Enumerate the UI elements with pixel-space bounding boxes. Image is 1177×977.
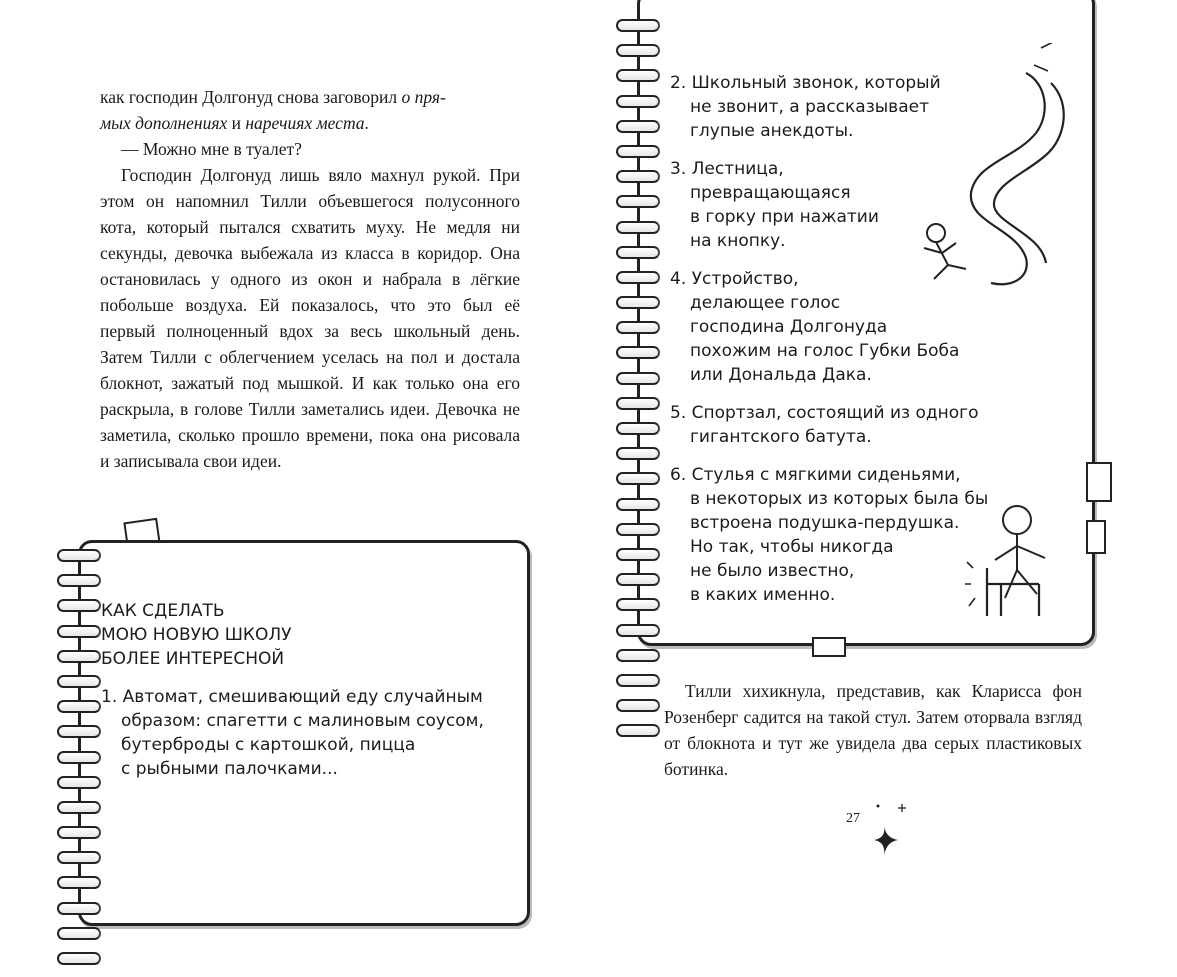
notebook-tab (1086, 462, 1112, 502)
paragraph: Господин Долгонуд лишь вяло махнул рукой. При этом он напомнил Тилли объевшегося полусонного кота, который пытался схватить муху. Не медля ни секунды, девочка выбежала из класса в коридор. Она остановилась у одного из окон и набрала в лёгкие побольше воздуха. Ей показалось, что это был её первый полноценный вдох за весь школьный день. Затем Тилли с облегчением уселась на пол и достала блокнот, зажатый под мышкой. И как только она его раскрыла, в голове Тилли заметались идеи. Девочка не заметила, сколько прошло времени, пока она рисовала и записывала свои идеи. (100, 165, 520, 471)
list-item: 6. Стулья с мягкими сиденьями, в некоторых из которых была бы встроена подушка-пердушка. Но так, чтобы никогда не было известно, в каких именно. (670, 465, 989, 605)
spiral-binding (57, 549, 101, 977)
right-page-text (664, 678, 1082, 782)
spiral-binding (616, 19, 660, 749)
left-page-text (100, 84, 520, 474)
paragraph-continued: как господин Долгонуд снова заговорил о пря- мых дополнениях и наречиях места. (100, 87, 446, 133)
slide-illustration (876, 43, 1072, 293)
left-page (0, 0, 588, 916)
list-item: 3. Лестница, превращающаяся в горку при нажатии на кнопку. (670, 159, 879, 251)
paragraph: Тилли хихикнула, представив, как Кларисса фон Розенберг садится на такой стул. Затем оторвала взгляд от блокнота и тут же увидела два серых пластиковых ботинка. (664, 681, 1082, 779)
notebook-tab (812, 637, 846, 657)
list-item: 5. Спортзал, состоящий из одного гигантского батута. (670, 403, 979, 447)
list-item: 4. Устройство, делающее голос господина Долгонуда похожим на голос Губки Боба или Дональда Дака. (670, 269, 960, 385)
page-number: 27 (846, 811, 860, 826)
sparkle-icon (862, 798, 922, 868)
list-item: 1. Автомат, смешивающий еду случайным образом: спагетти с малиновым соусом, бутерброды с картошкой, пицца с рыбными палочками... (101, 687, 484, 779)
notebook-tab (1086, 520, 1106, 554)
notebook-right (637, 0, 1095, 646)
dialogue-line: — Можно мне в туалет? (121, 139, 302, 159)
notebook-left (78, 540, 530, 926)
list-item: 2. Школьный звонок, который не звонит, а рассказывает глупые анекдоты. (670, 73, 941, 141)
notebook-title: КАК СДЕЛАТЬ МОЮ НОВУЮ ШКОЛУ БОЛЕЕ ИНТЕРЕСНОЙ (101, 601, 292, 669)
notebook-list (101, 599, 521, 781)
chair-illustration (965, 498, 1075, 623)
